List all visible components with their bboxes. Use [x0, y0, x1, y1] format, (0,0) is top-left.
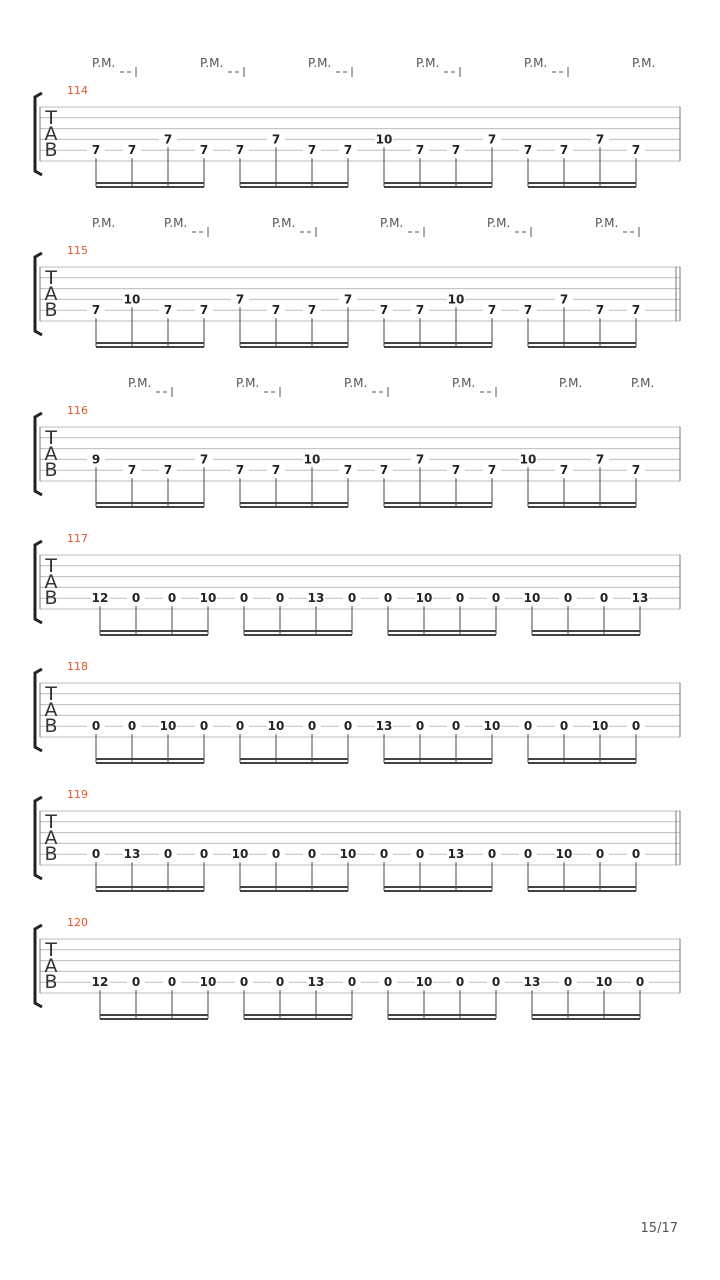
fret-number: 7 — [343, 463, 353, 478]
fret-number: 7 — [163, 463, 173, 478]
tab-clef-letter: T — [45, 811, 57, 833]
fret-number: 9 — [91, 452, 101, 467]
fret-number: 13 — [307, 591, 325, 606]
fret-number: 0 — [127, 719, 137, 734]
fret-number: 0 — [455, 975, 465, 990]
fret-number: 10 — [199, 975, 217, 990]
tab-clef-letter: A — [44, 571, 58, 593]
fret-number: 7 — [487, 132, 497, 147]
fret-number: 7 — [559, 463, 569, 478]
fret-number: 7 — [199, 452, 209, 467]
fret-number: 10 — [123, 292, 141, 307]
fret-number: 0 — [307, 847, 317, 862]
measure-number: 117 — [67, 532, 88, 545]
tab-clef-letter: T — [45, 683, 57, 705]
palm-mute-label: P.M. — [344, 376, 368, 390]
fret-number: 0 — [491, 975, 501, 990]
fret-number: 0 — [595, 847, 605, 862]
system-bracket — [35, 669, 42, 751]
palm-mute-label: P.M. — [632, 56, 656, 70]
fret-number: 10 — [447, 292, 465, 307]
fret-number: 0 — [347, 975, 357, 990]
fret-number: 7 — [451, 463, 461, 478]
palm-mute-label: P.M. — [487, 216, 511, 230]
palm-mute-label: P.M. — [236, 376, 260, 390]
tab-clef-letter: B — [44, 299, 58, 321]
fret-number: 0 — [523, 719, 533, 734]
fret-number: 7 — [271, 463, 281, 478]
fret-number: 10 — [267, 719, 285, 734]
fret-number: 7 — [235, 463, 245, 478]
fret-number: 0 — [491, 591, 501, 606]
tab-system — [35, 532, 680, 635]
tab-clef-letter: A — [44, 283, 58, 305]
tab-system — [35, 376, 680, 507]
system-bracket — [35, 925, 42, 1007]
palm-mute-label: P.M. — [631, 376, 655, 390]
fret-number: 7 — [487, 303, 497, 318]
fret-number: 0 — [599, 591, 609, 606]
fret-number: 7 — [163, 303, 173, 318]
fret-number: 7 — [415, 452, 425, 467]
fret-number: 10 — [519, 452, 537, 467]
tab-clef-letter: T — [45, 107, 57, 129]
palm-mute-label: P.M. — [272, 216, 296, 230]
fret-number: 0 — [239, 975, 249, 990]
fret-number: 7 — [163, 132, 173, 147]
tab-clef-letter: B — [44, 459, 58, 481]
tab-clef-letter: A — [44, 955, 58, 977]
fret-number: 0 — [383, 591, 393, 606]
fret-number: 13 — [631, 591, 649, 606]
fret-number: 7 — [451, 143, 461, 158]
fret-number: 7 — [559, 143, 569, 158]
measure-number: 118 — [67, 660, 88, 673]
system-bracket — [35, 253, 42, 335]
tab-clef-letter: B — [44, 843, 58, 865]
fret-number: 7 — [523, 303, 533, 318]
tab-clef-letter: T — [45, 939, 57, 961]
fret-number: 10 — [523, 591, 541, 606]
fret-number: 0 — [379, 847, 389, 862]
fret-number: 0 — [415, 719, 425, 734]
fret-number: 10 — [415, 591, 433, 606]
fret-number: 0 — [235, 719, 245, 734]
fret-number: 7 — [343, 292, 353, 307]
fret-number: 7 — [235, 143, 245, 158]
fret-number: 10 — [595, 975, 613, 990]
fret-number: 0 — [199, 847, 209, 862]
fret-number: 0 — [343, 719, 353, 734]
fret-number: 7 — [235, 292, 245, 307]
fret-number: 7 — [595, 303, 605, 318]
fret-number: 7 — [415, 143, 425, 158]
palm-mute-label: P.M. — [524, 56, 548, 70]
fret-number: 0 — [167, 975, 177, 990]
tab-clef-letter: B — [44, 587, 58, 609]
tab-clef-letter: T — [45, 267, 57, 289]
fret-number: 7 — [271, 303, 281, 318]
fret-number: 7 — [631, 303, 641, 318]
fret-number: 10 — [303, 452, 321, 467]
fret-number: 0 — [163, 847, 173, 862]
fret-number: 7 — [559, 292, 569, 307]
measure-number: 114 — [67, 84, 88, 97]
palm-mute-label: P.M. — [559, 376, 583, 390]
tab-clef-letter: A — [44, 443, 58, 465]
fret-number: 0 — [523, 847, 533, 862]
measure-number: 120 — [67, 916, 88, 929]
fret-number: 0 — [631, 847, 641, 862]
fret-number: 7 — [271, 132, 281, 147]
fret-number: 0 — [271, 847, 281, 862]
fret-number: 7 — [199, 303, 209, 318]
fret-number: 0 — [131, 975, 141, 990]
fret-number: 7 — [631, 143, 641, 158]
fret-number: 10 — [339, 847, 357, 862]
fret-number: 13 — [307, 975, 325, 990]
palm-mute-label: P.M. — [92, 216, 116, 230]
palm-mute-label: P.M. — [164, 216, 188, 230]
fret-number: 0 — [199, 719, 209, 734]
fret-number: 10 — [555, 847, 573, 862]
fret-number: 10 — [159, 719, 177, 734]
tab-clef-letter: A — [44, 699, 58, 721]
tab-clef-letter: T — [45, 427, 57, 449]
fret-number: 10 — [591, 719, 609, 734]
fret-number: 7 — [595, 452, 605, 467]
fret-number: 0 — [451, 719, 461, 734]
tab-system — [35, 216, 680, 347]
fret-number: 7 — [379, 303, 389, 318]
tab-clef-letter: B — [44, 139, 58, 161]
fret-number: 7 — [631, 463, 641, 478]
measure-number: 119 — [67, 788, 88, 801]
fret-number: 7 — [343, 143, 353, 158]
palm-mute-label: P.M. — [595, 216, 619, 230]
fret-number: 0 — [383, 975, 393, 990]
fret-number: 0 — [91, 719, 101, 734]
fret-number: 0 — [347, 591, 357, 606]
fret-number: 7 — [199, 143, 209, 158]
fret-number: 12 — [91, 591, 109, 606]
fret-number: 0 — [631, 719, 641, 734]
palm-mute-label: P.M. — [128, 376, 152, 390]
fret-number: 0 — [487, 847, 497, 862]
measure-number: 115 — [67, 244, 88, 257]
tab-system — [35, 660, 680, 763]
system-bracket — [35, 93, 42, 175]
fret-number: 13 — [123, 847, 141, 862]
fret-number: 0 — [131, 591, 141, 606]
fret-number: 0 — [563, 591, 573, 606]
fret-number: 7 — [487, 463, 497, 478]
fret-number: 13 — [523, 975, 541, 990]
system-bracket — [35, 797, 42, 879]
tab-system — [35, 916, 680, 1019]
fret-number: 0 — [91, 847, 101, 862]
fret-number: 7 — [307, 143, 317, 158]
fret-number: 0 — [275, 975, 285, 990]
fret-number: 0 — [563, 975, 573, 990]
fret-number: 0 — [559, 719, 569, 734]
fret-number: 7 — [127, 463, 137, 478]
fret-number: 0 — [275, 591, 285, 606]
measure-number: 116 — [67, 404, 88, 417]
fret-number: 10 — [375, 132, 393, 147]
palm-mute-label: P.M. — [452, 376, 476, 390]
fret-number: 0 — [307, 719, 317, 734]
fret-number: 7 — [91, 303, 101, 318]
palm-mute-label: P.M. — [200, 56, 224, 70]
fret-number: 10 — [483, 719, 501, 734]
fret-number: 0 — [167, 591, 177, 606]
tab-clef-letter: A — [44, 123, 58, 145]
system-bracket — [35, 541, 42, 623]
fret-number: 10 — [415, 975, 433, 990]
fret-number: 0 — [635, 975, 645, 990]
tab-clef-letter: B — [44, 971, 58, 993]
fret-number: 7 — [307, 303, 317, 318]
tab-clef-letter: B — [44, 715, 58, 737]
system-bracket — [35, 413, 42, 495]
fret-number: 0 — [239, 591, 249, 606]
fret-number: 0 — [455, 591, 465, 606]
palm-mute-label: P.M. — [308, 56, 332, 70]
palm-mute-label: P.M. — [92, 56, 116, 70]
fret-number: 13 — [375, 719, 393, 734]
tab-clef-letter: A — [44, 827, 58, 849]
fret-number: 10 — [199, 591, 217, 606]
fret-number: 13 — [447, 847, 465, 862]
fret-number: 0 — [415, 847, 425, 862]
tab-clef-letter: T — [45, 555, 57, 577]
fret-number: 7 — [91, 143, 101, 158]
palm-mute-label: P.M. — [380, 216, 404, 230]
fret-number: 7 — [415, 303, 425, 318]
tab-system — [35, 788, 680, 891]
fret-number: 10 — [231, 847, 249, 862]
fret-number: 7 — [595, 132, 605, 147]
palm-mute-label: P.M. — [416, 56, 440, 70]
fret-number: 7 — [127, 143, 137, 158]
page-number: 15/17 — [640, 1221, 678, 1236]
tab-system — [35, 56, 680, 187]
fret-number: 12 — [91, 975, 109, 990]
fret-number: 7 — [379, 463, 389, 478]
fret-number: 7 — [523, 143, 533, 158]
